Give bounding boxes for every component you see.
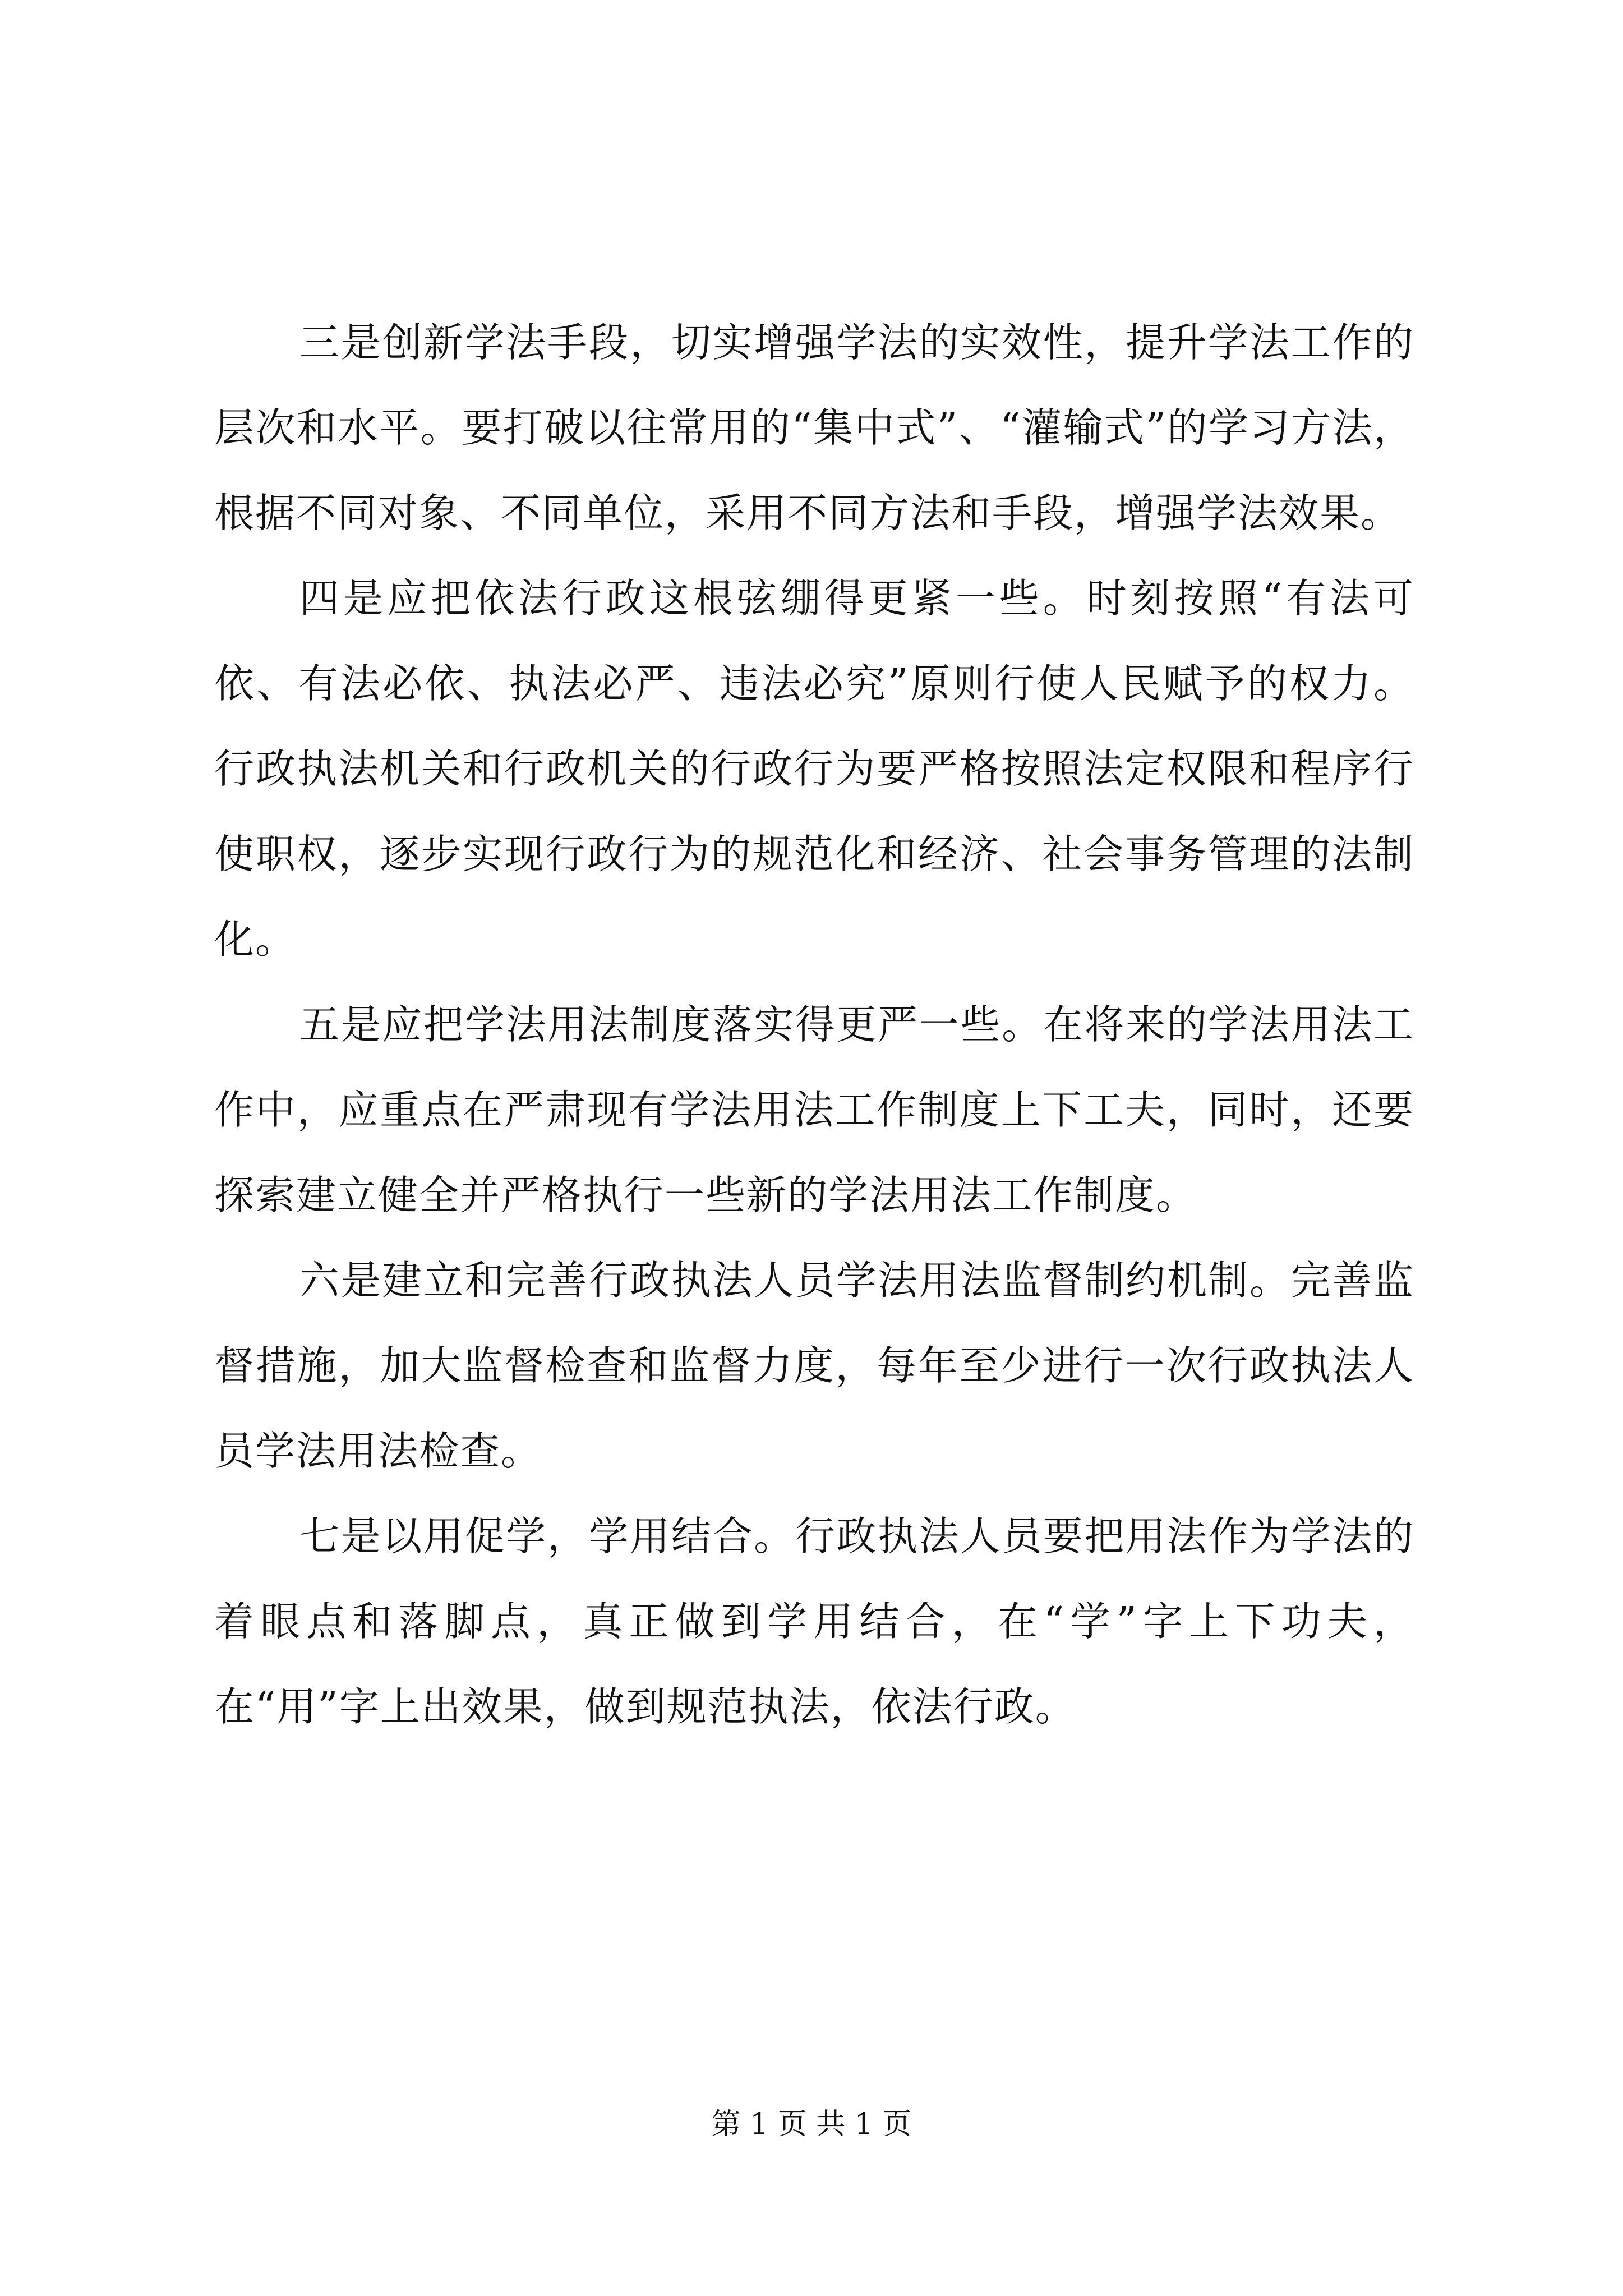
paragraph-6: 六是建立和完善行政执法人员学法用法监督制约机制。完善监督措施，加大监督检查和监督力度，每年至少进行一次行政执法人员学法用法检查。 (214, 1257, 1414, 1474)
page-footer: 第 1 页 共 1 页 (711, 2108, 912, 2141)
paragraph-5: 五是应把学法用法制度落实得更严一些。在将来的学法用法工作中，应重点在严肃现有学法用法工作制度上下工夫，同时，还要探索建立健全并严格执行一些新的学法用法工作制度。 (214, 1001, 1414, 1218)
paragraph-4: 四是应把依法行政这根弦绷得更紧一些。时刻按照“有法可依、有法必依、执法必严、违法必究”原则行使人民赋予的权力。行政执法机关和行政机关的行政行为要严格按照法定权限和程序行使职权，逐步实现行政行为的规范化和经济、社会事务管理的法制化。 (214, 575, 1414, 963)
paragraph-3: 三是创新学法手段，切实增强学法的实效性，提升学法工作的层次和水平。要打破以往常用的“集中式”、“灌输式”的学习方法，根据不同对象、不同单位，采用不同方法和手段，增强学法效果。 (214, 319, 1414, 536)
paragraph-7: 七是以用促学，学用结合。行政执法人员要把用法作为学法的着眼点和落脚点，真正做到学用结合，在“学”字上下功夫，在“用”字上出效果，做到规范执法，依法行政。 (214, 1513, 1414, 1730)
document-body (214, 300, 1414, 1750)
